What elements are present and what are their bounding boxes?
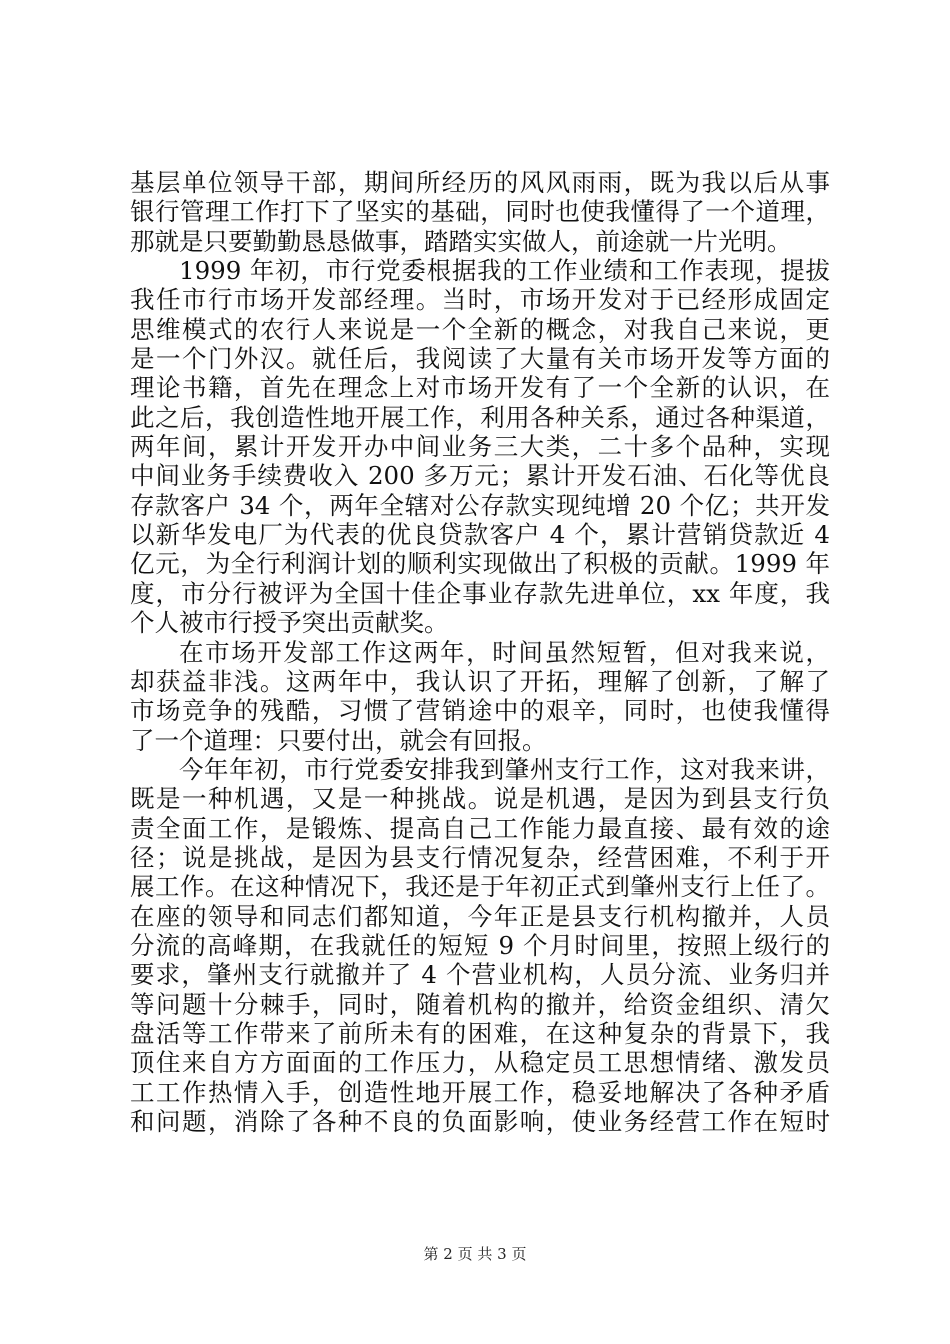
text-line: 基层单位领导干部，期间所经历的风风雨雨，既为我以后从事 bbox=[130, 168, 830, 197]
text-line: 那就是只要勤勤恳恳做事，踏踏实实做人，前途就一片光明。 bbox=[130, 226, 792, 256]
text-line: 两年间，累计开发开办中间业务三大类，二十多个品种，实现 bbox=[130, 432, 830, 462]
text-line: 在市场开发部工作这两年，时间虽然短暂，但对我来说， bbox=[179, 637, 830, 667]
text-line: 和问题，消除了各种不良的负面影响，使业务经营工作在短时 bbox=[130, 1107, 830, 1136]
text-line: 展工作。在这种情况下，我还是于年初正式到肇州支行上任了。 bbox=[130, 872, 830, 902]
text-line: 度，市分行被评为全国十佳企事业存款先进单位，xx 年度，我 bbox=[130, 578, 830, 608]
text-line: 此之后，我创造性地开展工作，利用各种关系，通过各种渠道， bbox=[130, 402, 830, 432]
text-line: 以新华发电厂为代表的优良贷款客户 4 个，累计营销贷款近 4 bbox=[130, 520, 830, 550]
text-line: 存款客户 34 个，两年全辖对公存款实现纯增 20 个亿；共开发 bbox=[130, 490, 830, 520]
text-line: 是一个门外汉。就任后，我阅读了大量有关市场开发等方面的 bbox=[130, 344, 830, 374]
text-line: 要求，肇州支行就撤并了 4 个营业机构，人员分流、业务归并 bbox=[130, 960, 830, 990]
text-line: 分流的高峰期，在我就任的短短 9 个月时间里，按照上级行的 bbox=[130, 930, 830, 960]
text-line: 顶住来自方方面面的工作压力，从稳定员工思想情绪、激发员 bbox=[130, 1048, 830, 1078]
text-line: 我任市行市场开发部经理。当时，市场开发对于已经形成固定 bbox=[130, 285, 830, 315]
text-line: 却获益非浅。这两年中，我认识了开拓，理解了创新，了解了 bbox=[130, 666, 830, 696]
text-line: 银行管理工作打下了坚实的基础，同时也使我懂得了一个道理， bbox=[130, 197, 830, 227]
text-line: 中间业务手续费收入 200 多万元；累计开发石油、石化等优良 bbox=[130, 461, 830, 491]
page-footer: 第 2 页 共 3 页 bbox=[423, 1245, 527, 1263]
text-line: 在座的领导和同志们都知道，今年正是县支行机构撤并，人员 bbox=[130, 901, 830, 931]
text-line: 个人被市行授予突出贡献奖。 bbox=[130, 608, 449, 638]
text-line: 思维模式的农行人来说是一个全新的概念，对我自己来说，更 bbox=[130, 314, 830, 344]
text-line: 既是一种机遇，又是一种挑战。说是机遇，是因为到县支行负 bbox=[130, 784, 830, 814]
text-line: 了一个道理：只要付出，就会有回报。 bbox=[130, 725, 547, 755]
text-line: 工工作热情入手，创造性地开展工作，稳妥地解决了各种矛盾 bbox=[130, 1077, 830, 1107]
text-line: 责全面工作，是锻炼、提高自己工作能力最直接、最有效的途 bbox=[130, 813, 830, 843]
text-line: 市场竞争的残酷，习惯了营销途中的艰辛，同时，也使我懂得 bbox=[130, 696, 830, 726]
text-line: 亿元，为全行利润计划的顺利实现做出了积极的贡献。1999 年 bbox=[130, 549, 830, 579]
document-body bbox=[130, 168, 830, 1136]
text-line: 理论书籍，首先在理念上对市场开发有了一个全新的认识，在 bbox=[130, 373, 830, 403]
text-line: 1999 年初，市行党委根据我的工作业绩和工作表现，提拔 bbox=[179, 256, 830, 286]
text-line: 盘活等工作带来了前所未有的困难，在这种复杂的背景下，我 bbox=[130, 1018, 830, 1048]
text-line: 今年年初，市行党委安排我到肇州支行工作，这对我来讲， bbox=[179, 754, 830, 784]
text-line: 径；说是挑战，是因为县支行情况复杂，经营困难，不利于开 bbox=[130, 842, 830, 872]
text-line: 等问题十分棘手，同时，随着机构的撤并，给资金组织、清欠 bbox=[130, 989, 830, 1019]
